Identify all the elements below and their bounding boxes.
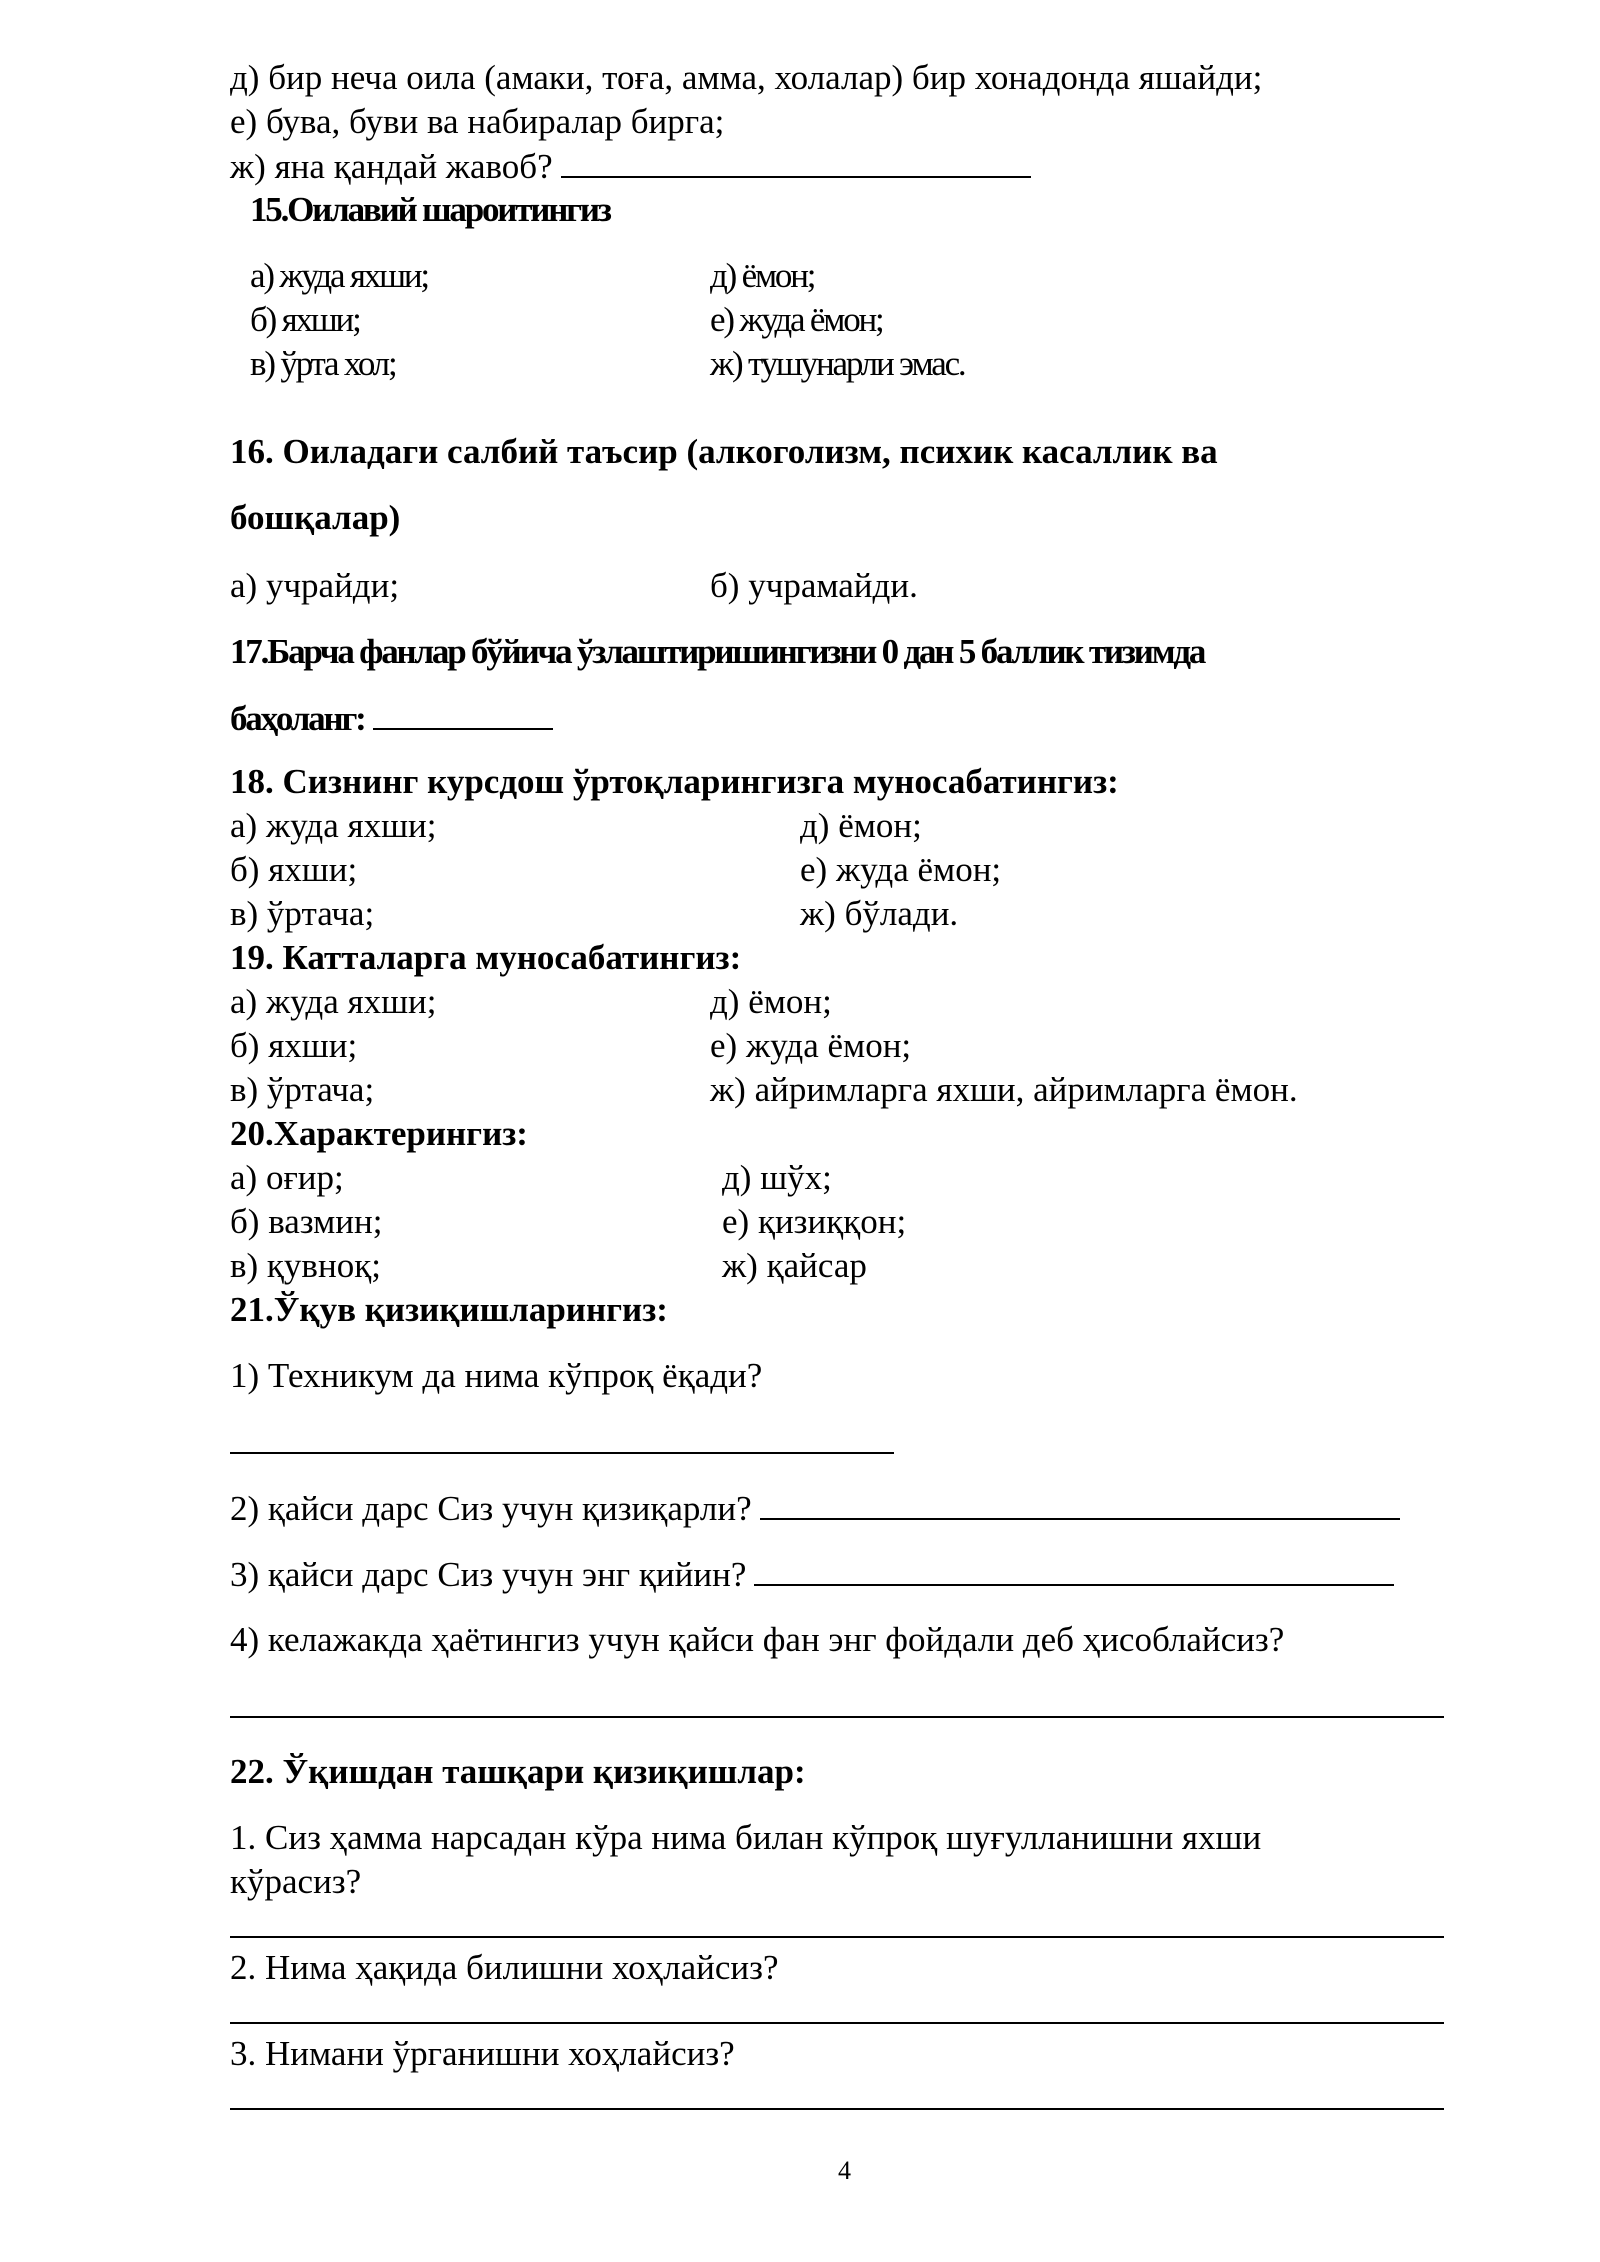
q19-title: 19. Катталарга муносабатингиз:: [230, 938, 742, 977]
q18-option-a: а) жуда яхши;: [230, 806, 437, 845]
q21-item3: [230, 1554, 1394, 1595]
q22-item3: 3. Нимани ўрганишни хоҳлайсиз?: [230, 2034, 735, 2073]
q19-option-d: д) ёмон;: [710, 982, 832, 1021]
q15-option-v: в) ўрта хол;: [250, 344, 396, 383]
q22-item1-answer-line[interactable]: [230, 1936, 1444, 1938]
q21-item4: 4) келажакда ҳаётингиз учун қайси фан энг фойдали деб ҳисоблайсиз?: [230, 1620, 1285, 1659]
q22-item2-answer-line[interactable]: [230, 2022, 1444, 2024]
q21-item3-label: 3) қайси дарс Сиз учун энг қийин?: [230, 1555, 747, 1594]
q22-item2: 2. Нима ҳақида билишни хоҳлайсиз?: [230, 1948, 779, 1987]
q22-item1-line1: 1. Сиз ҳамма нарсадан кўра нима билан кўпроқ шуғулланишни яхши: [230, 1818, 1262, 1857]
q22-item3-answer-line[interactable]: [230, 2108, 1444, 2110]
q14-option-zh: [230, 146, 1031, 187]
q20-option-zh: ж) қайсар: [722, 1246, 867, 1285]
q19-option-e: е) жуда ёмон;: [710, 1026, 912, 1065]
q21-item2: [230, 1488, 1400, 1529]
q15-option-zh: ж) тушунарли эмас.: [710, 344, 965, 383]
q17-title-line1: 17.Барча фанлар бўйича ўзлаштиришингизни 0 дан 5 баллик тизимда: [230, 632, 1205, 671]
page-number: 4: [838, 2156, 851, 2185]
q16-title-line1: 16. Оиладаги салбий таъсир (алкоголизм, психик касаллик ва: [230, 432, 1218, 471]
q20-option-v: в) қувноқ;: [230, 1246, 381, 1285]
q16-option-a: а) учрайди;: [230, 566, 400, 605]
q20-option-a: а) оғир;: [230, 1158, 344, 1197]
q17-label: баҳоланг:: [230, 699, 365, 738]
q14-option-e: е) бува, буви ва набиралар бирга;: [230, 102, 725, 141]
q22-item1-line2: кўрасиз?: [230, 1862, 362, 1901]
q20-option-b: б) вазмин;: [230, 1202, 383, 1241]
q18-option-b: б) яхши;: [230, 850, 358, 889]
q18-option-d: д) ёмон;: [800, 806, 922, 845]
q21-item1: 1) Техникум да нима кўпроқ ёқади?: [230, 1356, 763, 1395]
q21-item3-answer-blank[interactable]: [754, 1554, 1394, 1586]
q15-option-b: б) яхши;: [250, 300, 360, 339]
q19-option-b: б) яхши;: [230, 1026, 358, 1065]
q20-option-e: е) қизиққон;: [722, 1202, 907, 1241]
q15-title: 15.Оилавий шароитингиз: [250, 190, 610, 229]
q21-item4-answer-line[interactable]: [230, 1716, 1444, 1718]
q21-item2-answer-blank[interactable]: [760, 1488, 1400, 1520]
q17-answer-blank[interactable]: [373, 698, 553, 730]
q15-option-a: а) жуда яхши;: [250, 256, 428, 295]
q22-title: 22. Ўқишдан ташқари қизиқишлар:: [230, 1752, 806, 1791]
q18-option-v: в) ўртача;: [230, 894, 375, 933]
q19-option-a: а) жуда яхши;: [230, 982, 437, 1021]
q19-option-v: в) ўртача;: [230, 1070, 375, 1109]
q20-option-d: д) шўх;: [722, 1158, 832, 1197]
q16-option-b: б) учрамайди.: [710, 566, 918, 605]
q15-option-d: д) ёмон;: [710, 256, 815, 295]
q14-option-d: д) бир неча оила (амаки, тоға, амма, холалар) бир хонадонда яшайди;: [230, 58, 1263, 97]
q15-option-e: е) жуда ёмон;: [710, 300, 883, 339]
q16-title-line2: бошқалар): [230, 498, 401, 537]
q18-option-e: е) жуда ёмон;: [800, 850, 1002, 889]
q14-option-zh-label: ж) яна қандай жавоб?: [230, 147, 553, 186]
q21-title: 21.Ўқув қизиқишларингиз:: [230, 1290, 668, 1329]
q18-option-zh: ж) бўлади.: [800, 894, 959, 933]
q17-title-line2: [230, 698, 553, 739]
q21-item2-label: 2) қайси дарс Сиз учун қизиқарли?: [230, 1489, 752, 1528]
q14-answer-blank[interactable]: [561, 146, 1031, 178]
q18-title: 18. Сизнинг курсдош ўртоқларингизга муносабатингиз:: [230, 762, 1119, 801]
q21-item1-answer-line[interactable]: [230, 1452, 894, 1454]
q20-title: 20.Характерингиз:: [230, 1114, 528, 1153]
q19-option-zh: ж) айримларга яхши, айримларга ёмон.: [710, 1070, 1298, 1109]
